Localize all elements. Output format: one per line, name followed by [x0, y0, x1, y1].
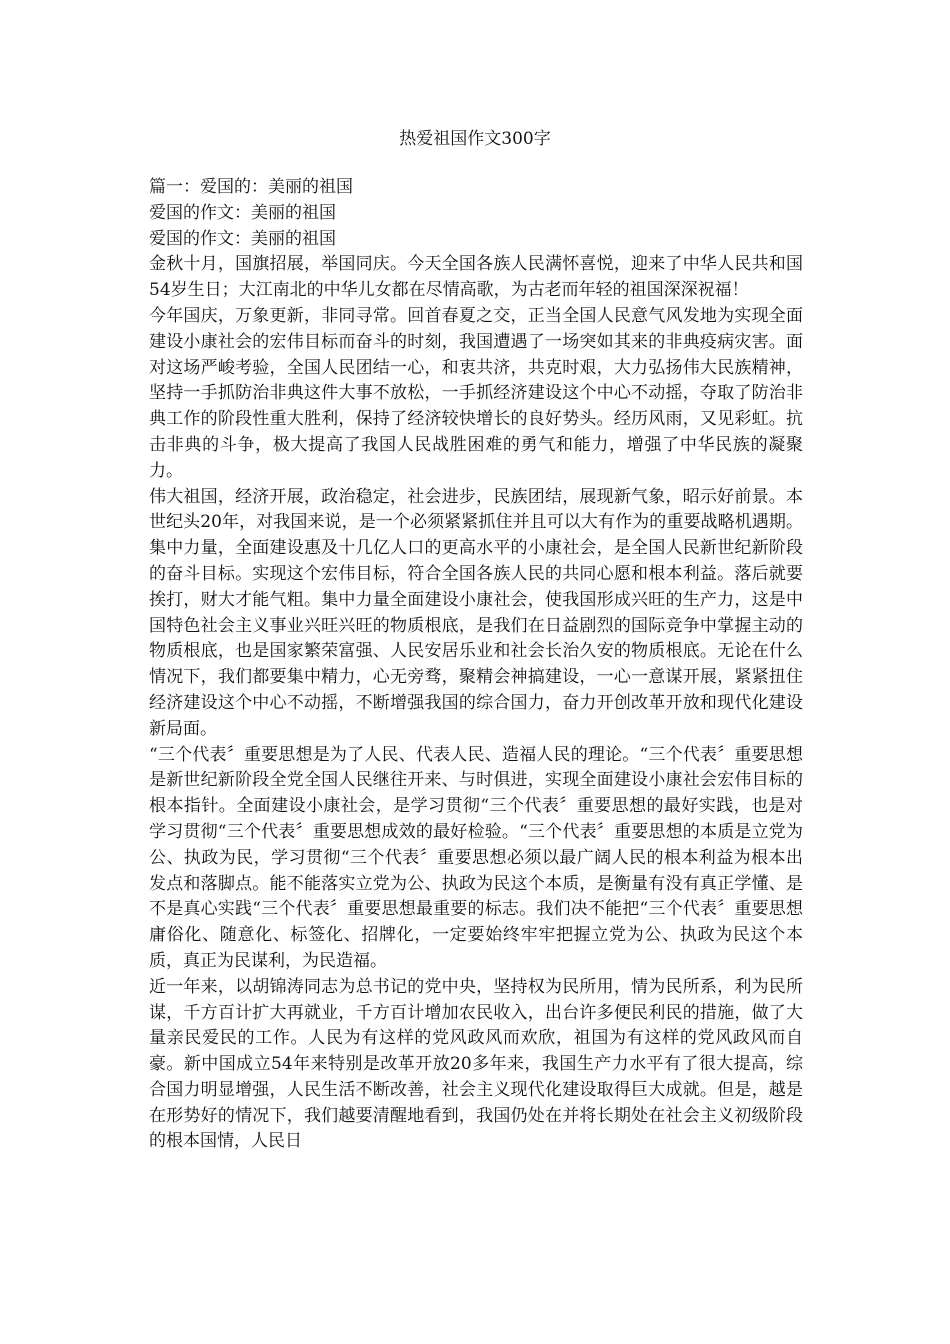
- section-subheading: 爱国的作文：美丽的祖国: [149, 228, 336, 249]
- body-paragraph: 今年国庆，万象更新，非同寻常。回首春夏之交，正当全国人民意气风发地为实现全面建设小康社会的宏伟目标而奋斗的时刻，我国遭遇了一场突如其来的非典疫病灾害。面对这场严峻考验，全国人民团结一心，和衷共济，共克时艰，大力弘扬伟大民族精神，坚持一手抓防治非典这件大事不放松，一手抓经济建设这个中心不动摇，夺取了防治非典工作的阶段性重大胜利，保持了经济较快增长的良好势头。经历风雨，又见彩虹。抗击非典的斗争，极大提高了我国人民战胜困难的勇气和能力，增强了中华民族的凝聚力。: [149, 305, 803, 481]
- document-body: [149, 175, 803, 1155]
- body-paragraph: 金秋十月，国旗招展，举国同庆。今天全国各族人民满怀喜悦，迎来了中华人民共和国54岁生日；大江南北的中华儿女都在尽情高歌，为古老而年轻的祖国深深祝福！: [149, 254, 803, 301]
- body-paragraph: 伟大祖国，经济开展，政治稳定，社会进步，民族团结，展现新气象，昭示好前景。本世纪头20年，对我国来说，是一个必须紧紧抓住并且可以大有作为的重要战略机遇期。集中力量，全面建设惠及十几亿人口的更高水平的小康社会，是全国人民新世纪新阶段的奋斗目标。实现这个宏伟目标，符合全国各族人民的共同心愿和根本利益。落后就要挨打，财大才能气粗。集中力量全面建设小康社会，使我国形成兴旺的生产力，这是中国特色社会主义事业兴旺兴旺的物质根底，是我们在日益剧烈的国际竞争中掌握主动的物质根底，也是国家繁荣富强、人民安居乐业和社会长治久安的物质根底。无论在什么情况下，我们都要集中精力，心无旁骛，聚精会神搞建设，一心一意谋开展，紧紧扭住经济建设这个中心不动摇，不断增强我国的综合国力，奋力开创改革开放和现代化建设新局面。: [149, 486, 803, 739]
- document-title: 热爱祖国作文300字: [399, 129, 551, 149]
- section-subheading: 爱国的作文：美丽的祖国: [149, 202, 336, 223]
- body-paragraph: “三个代表〞重要思想是为了人民、代表人民、造福人民的理论。“三个代表〞重要思想是新世纪新阶段全党全国人民继往开来、与时俱进，实现全面建设小康社会宏伟目标的根本指针。全面建设小康社会，是学习贯彻“三个代表〞重要思想的最好实践，也是对学习贯彻“三个代表〞重要思想成效的最好检验。“三个代表〞重要思想的本质是立党为公、执政为民，学习贯彻“三个代表〞重要思想必须以最广阔人民的根本利益为根本出发点和落脚点。能不能落实立党为公、执政为民这个本质，是衡量有没有真正学懂、是不是真心实践“三个代表〞重要思想最重要的标志。我们决不能把“三个代表〞重要思想庸俗化、随意化、标签化、招牌化，一定要始终牢牢把握立党为公、执政为民这个本质，真正为民谋利，为民造福。: [149, 744, 803, 971]
- body-paragraph: 近一年来，以胡锦涛同志为总书记的党中央，坚持权为民所用，情为民所系，利为民所谋，千方百计扩大再就业，千方百计增加农民收入，出台许多便民利民的措施，做了大量亲民爱民的工作。人民为有这样的党风政风而欢欣，祖国为有这样的党风政风而自豪。新中国成立54年来特别是改革开放20多年来，我国生产力水平有了很大提高，综合国力明显增强，人民生活不断改善，社会主义现代化建设取得巨大成就。但是，越是在形势好的情况下，我们越要清醒地看到，我国仍处在并将长期处在社会主义初级阶段的根本国情，人民日: [149, 976, 803, 1152]
- section-heading: 篇一：爱国的：美丽的祖国: [149, 177, 353, 197]
